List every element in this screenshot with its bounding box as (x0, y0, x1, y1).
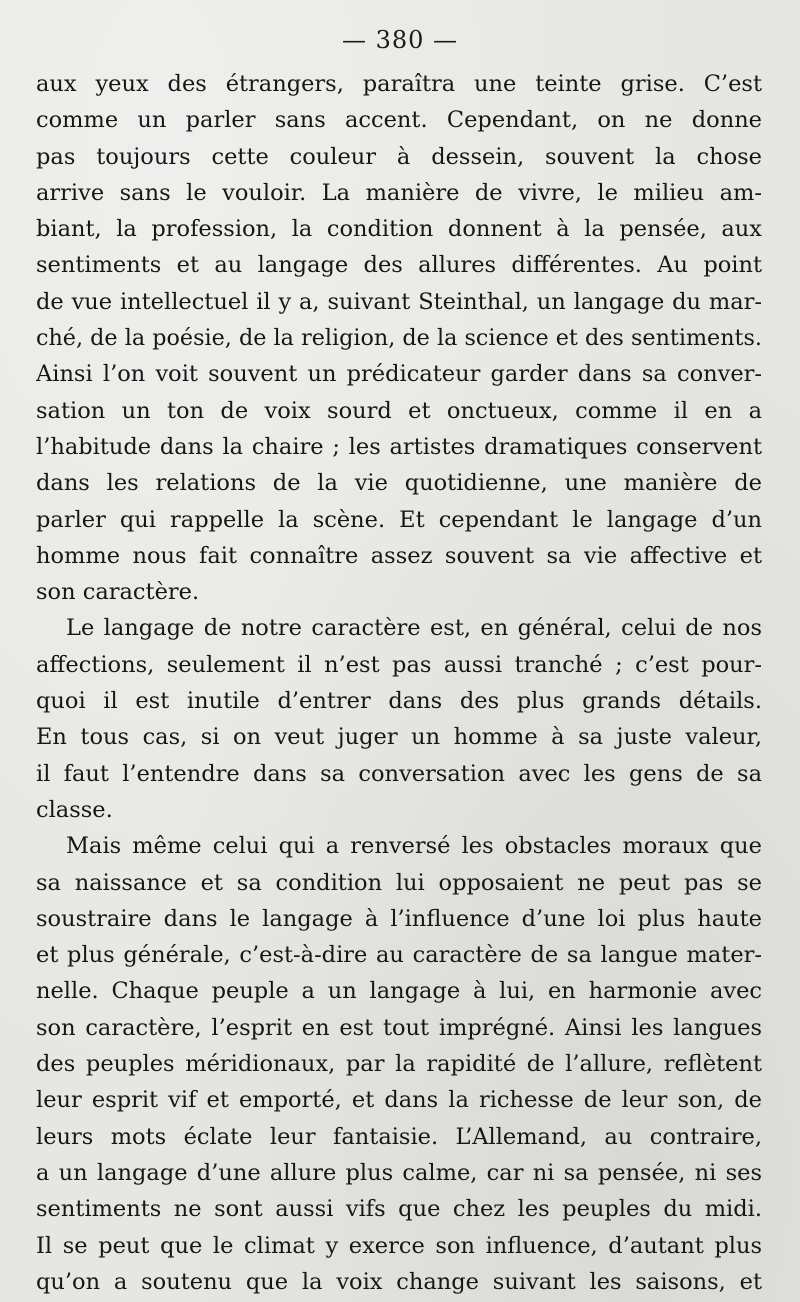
page-number: — 380 — (341, 26, 459, 54)
text-line: et plus générale, c’est-à-dire au caractère de sa langue mater- (36, 942, 762, 969)
text-line: leur esprit vif et emporté, et dans la richesse de leur son, de (36, 1087, 762, 1114)
text-line: soustraire dans le langage à l’influence d’une loi plus haute (36, 905, 762, 932)
text-line: nelle. Chaque peuple a un langage à lui, en harmonie avec (36, 978, 762, 1005)
paragraph-end-line: son caractère. (36, 579, 200, 606)
paragraph-start-line: Mais même celui qui a renversé les obstacles moraux que (66, 833, 762, 860)
text-line: comme un parler sans accent. Cependant, on ne donne (36, 107, 762, 134)
text-line: dans les relations de la vie quotidienne, une manière de (36, 470, 762, 497)
text-line: Ainsi l’on voit souvent un prédicateur garder dans sa conver- (36, 361, 762, 388)
text-line: pas toujours cette couleur à dessein, souvent la chose (36, 143, 762, 170)
text-line: sentiments et au langage des allures différentes. Au point (36, 252, 762, 279)
text-line: sentiments ne sont aussi vifs que chez les peuples du midi. (36, 1196, 762, 1223)
text-line: homme nous fait connaître assez souvent sa vie affective et (36, 542, 762, 569)
text-line: quoi il est inutile d’entrer dans des plus grands détails. (36, 688, 762, 715)
text-line: Il se peut que le climat y exerce son influence, d’autant plus (36, 1232, 762, 1259)
paragraph-end-line: classe. (36, 796, 113, 823)
text-line: de vue intellectuel il y a, suivant Steinthal, un langage du mar- (36, 288, 762, 315)
text-line: aux yeux des étrangers, paraîtra une teinte grise. C’est (36, 71, 762, 97)
text-line: sa naissance et sa condition lui opposaient ne peut pas se (36, 869, 762, 896)
text-line: ché, de la poésie, de la religion, de la science et des sentiments. (36, 325, 762, 352)
text-line: En tous cas, si on veut juger un homme à sa juste valeur, (36, 724, 762, 751)
text-line: sation un ton de voix sourd et onctueux, comme il en a (36, 397, 762, 424)
text-line: l’habitude dans la chaire ; les artistes dramatiques conservent (36, 433, 762, 460)
paragraph-start-line: Le langage de notre caractère est, en général, celui de nos (66, 615, 762, 642)
text-line: son caractère, l’esprit en est tout imprégné. Ainsi les langues (36, 1014, 762, 1041)
text-line: affections, seulement il n’est pas aussi tranché ; c’est pour- (36, 651, 762, 678)
text-line: des peuples méridionaux, par la rapidité de l’allure, reflètent (36, 1051, 762, 1078)
text-line: parler qui rappelle la scène. Et cependant le langage d’un (36, 506, 762, 533)
text-line: leurs mots éclate leur fantaisie. L’Allemand, au contraire, (36, 1123, 762, 1150)
text-line: qu’on a soutenu que la voix change suivant les saisons, et (36, 1268, 762, 1295)
text-line: il faut l’entendre dans sa conversation avec les gens de sa (36, 760, 762, 787)
text-line: arrive sans le vouloir. La manière de vivre, le milieu am- (36, 179, 762, 206)
text-line: biant, la profession, la condition donnent à la pensée, aux (36, 216, 762, 243)
text-line: a un langage d’une allure plus calme, car ni sa pensée, ni ses (36, 1159, 762, 1186)
body-text (36, 66, 762, 1300)
